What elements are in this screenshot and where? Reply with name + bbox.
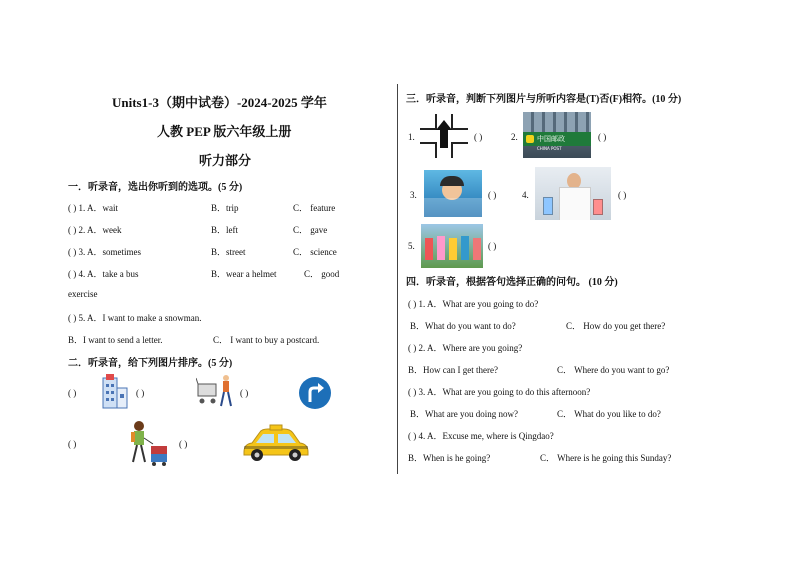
sec3-number-5: 5. — [408, 241, 415, 251]
section3-heading: 三．听录音，判断下列图片与所听内容是(T)否(F)相符。(10 分) — [406, 94, 682, 105]
q4-continuation: exercise — [68, 289, 98, 299]
crossroads-icon — [420, 114, 468, 158]
q1-option-c: C． feature — [293, 203, 336, 213]
s4-q4-c: C． Where is he going this Sunday? — [540, 453, 672, 463]
sec2-paren-5: ( ) — [179, 439, 188, 449]
traveller-with-luggage-icon — [127, 420, 173, 468]
section2-heading: 二．听录音，给下列图片排序。(5 分) — [68, 358, 233, 369]
turn-right-sign-icon — [298, 376, 332, 410]
post-logo-en: CHINA POST — [537, 146, 562, 151]
page-subtitle: 人教 PEP 版六年级上册 — [157, 124, 292, 139]
q4-option-b: B．wear a helmet — [211, 269, 277, 279]
taxi-icon — [240, 424, 312, 464]
q5-option-a: ( ) 5. A．I want to make a snowman. — [68, 313, 202, 323]
sec3-number-2: 2. — [511, 132, 518, 142]
sec3-paren-3: ( ) — [488, 190, 497, 200]
q5-option-b: B．I want to send a letter. — [68, 335, 163, 345]
sec3-number-1: 1. — [408, 132, 415, 142]
hospital-icon — [101, 374, 129, 410]
s4-q4-b: B．When is he going? — [408, 453, 491, 463]
sec3-paren-4: ( ) — [618, 190, 627, 200]
q4-option-a: ( ) 4. A．take a bus — [68, 269, 139, 279]
sec3-paren-1: ( ) — [474, 132, 483, 142]
sec2-paren-4: ( ) — [68, 439, 77, 449]
s4-q3-a: ( ) 3. A．What are you going to do this afternoon? — [408, 387, 591, 397]
s4-q3-c: C． What do you like to do? — [557, 409, 661, 419]
s4-q1-c: C． How do you get there? — [566, 321, 666, 331]
sec3-number-4: 4. — [522, 190, 529, 200]
post-logo-icon — [526, 135, 534, 143]
section4-heading: 四．听录音，根据答句选择正确的问句。 (10 分) — [406, 277, 618, 288]
shopping-cart-icon — [196, 374, 236, 410]
q2-option-c: C． gave — [293, 225, 328, 235]
part-heading: 听力部分 — [199, 153, 252, 168]
q1-option-b: B．trip — [211, 203, 239, 213]
sec3-paren-2: ( ) — [598, 132, 607, 142]
q3-option-a: ( ) 3. A．sometimes — [68, 247, 141, 257]
section1-heading: 一．听录音，选出你听到的选项。(5 分) — [68, 182, 243, 193]
q5-option-c: C． I want to buy a postcard. — [213, 335, 320, 345]
sec2-paren-3: ( ) — [240, 388, 249, 398]
q3-option-c: C． science — [293, 247, 337, 257]
post-office-photo — [523, 112, 591, 158]
page-title: Units1-3（期中试卷）-2024-2025 学年 — [112, 95, 327, 110]
sec2-paren-2: ( ) — [136, 388, 145, 398]
s4-q3-b: B．What are you doing now? — [410, 409, 518, 419]
s4-q2-a: ( ) 2. A．Where are you going? — [408, 343, 523, 353]
swimming-child-photo — [424, 170, 482, 217]
s4-q4-a: ( ) 4. A．Excuse me, where is Qingdao? — [408, 431, 554, 441]
q4-option-c: C． good — [304, 269, 340, 279]
sec3-paren-5: ( ) — [488, 241, 497, 251]
sec2-paren-1: ( ) — [68, 388, 77, 398]
post-logo-text: 中国邮政 — [537, 135, 565, 143]
group-exercise-photo — [421, 224, 483, 268]
q3-option-b: B．street — [211, 247, 246, 257]
column-divider — [397, 84, 398, 474]
sec3-number-3: 3. — [410, 190, 417, 200]
s4-q2-b: B．How can I get there? — [408, 365, 498, 375]
scientist-photo — [535, 167, 611, 220]
s4-q1-a: ( ) 1. A．What are you going to do? — [408, 299, 539, 309]
q2-option-a: ( ) 2. A．week — [68, 225, 122, 235]
s4-q1-b: B．What do you want to do? — [410, 321, 516, 331]
q2-option-b: B．left — [211, 225, 238, 235]
q1-option-a: ( ) 1. A．wait — [68, 203, 118, 213]
s4-q2-c: C． Where do you want to go? — [557, 365, 670, 375]
